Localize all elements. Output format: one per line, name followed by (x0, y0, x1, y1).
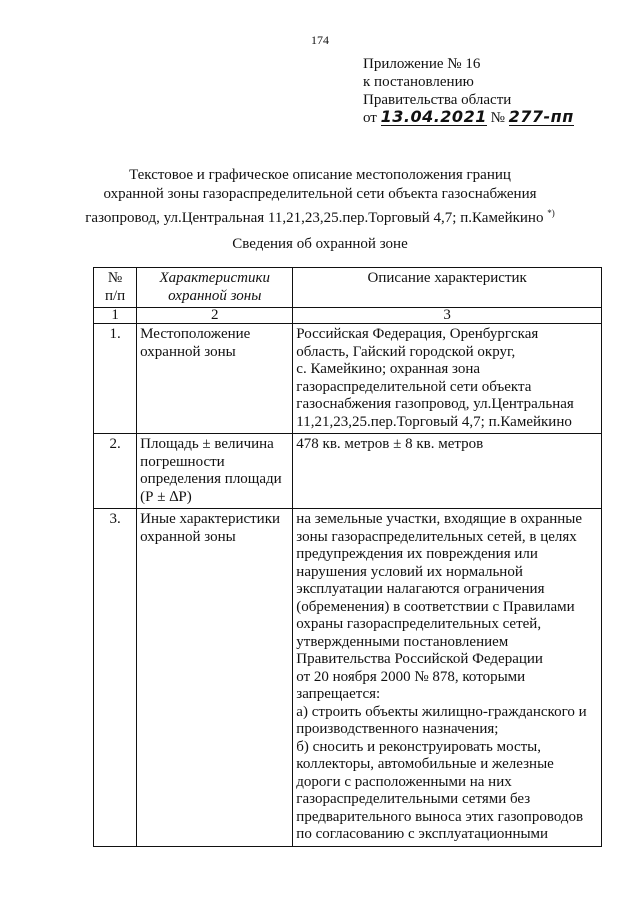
appendix-date-line (363, 109, 574, 127)
row-characteristic: Иные характеристики охранной зоны (137, 509, 293, 847)
date-prefix: от (363, 110, 377, 126)
row-number: 3. (94, 509, 137, 847)
footnote-mark: *) (547, 208, 555, 218)
number-sign: № (490, 110, 505, 126)
appendix-block (363, 55, 574, 127)
row-description: на земельные участки, входящие в охранные зоны газораспределительных сетей, в целях предупреждения их повреждения или нарушения условий их нормальной эксплуатации налагаются ограничения (обременения) в соответствии с Правилами охраны газораспределительных сетей, утвержденными постановлением Правительства Российской Федерации от 20 ноября 2000 № 878, которыми запрещается: а) строить объекты жилищно-гражданского и производственного назначения; б) сносить и реконструировать мосты, коллекторы, автомобильные и железные дороги с расположенными на них газораспределительными сетями без предварительного выноса этих газопроводов по согласованию с эксплуатационными (293, 509, 602, 847)
col-index: 3 (293, 308, 602, 324)
header-characteristics: Характеристики охранной зоны (137, 268, 293, 308)
row-description: 478 кв. метров ± 8 кв. метров (293, 434, 602, 509)
title-line: охранной зоны газораспределительной сети объекта газоснабжения (103, 186, 537, 202)
appendix-line: к постановлению (363, 74, 474, 90)
row-description: Российская Федерация, Оренбургская область, Гайский городской округ, с. Камейкино; охранная зона газораспределительной сети объекта газоснабжения газопровод, ул.Центральная 11,21,23,25.пер.Торговый 4,7; п.Камейкино (293, 324, 602, 434)
title-line: газопровод, ул.Центральная 11,21,23,25.пер.Торговый 4,7; п.Камейкино (85, 210, 544, 226)
table-header-row (94, 268, 602, 308)
table-index-row (94, 308, 602, 324)
protection-zone-table (93, 267, 602, 847)
row-number: 2. (94, 434, 137, 509)
title-line: Текстовое и графическое описание местоположения границ (129, 167, 511, 183)
table-row (94, 324, 602, 434)
appendix-line: Правительства области (363, 92, 512, 108)
page-number: 174 (311, 33, 329, 47)
section-subtitle: Сведения об охранной зоне (232, 236, 408, 252)
header-description: Описание характеристик (293, 268, 602, 308)
handwritten-number: 277-пп (508, 107, 574, 126)
document-title (0, 166, 640, 228)
handwritten-date: 13.04.2021 (380, 107, 487, 126)
appendix-line: Приложение № 16 (363, 56, 481, 72)
col-index: 1 (94, 308, 137, 324)
row-characteristic: Площадь ± величина погрешности определения площади (Р ± ∆Р) (137, 434, 293, 509)
table-row (94, 434, 602, 509)
col-index: 2 (137, 308, 293, 324)
title-line-with-footnote (0, 204, 640, 228)
row-characteristic: Местоположение охранной зоны (137, 324, 293, 434)
row-number: 1. (94, 324, 137, 434)
table-row (94, 509, 602, 847)
header-num: № п/п (94, 268, 137, 308)
